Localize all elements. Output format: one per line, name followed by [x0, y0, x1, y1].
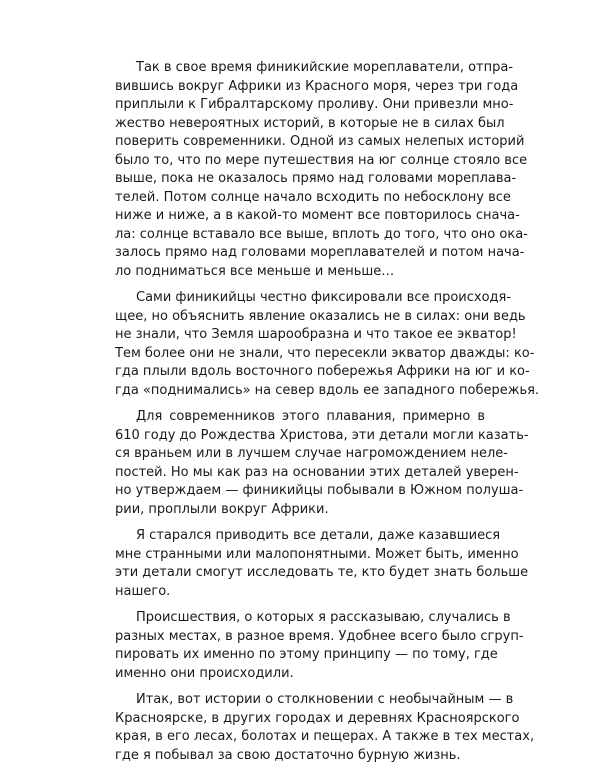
- text-line: постей. Но мы как раз на основании этих деталей уверен-: [115, 464, 519, 480]
- text-line: щее, но объяснить явление оказались не в силах: они ведь: [115, 308, 526, 324]
- text-line: приплыли к Гибралтарскому проливу. Они привезли мно-: [115, 97, 514, 112]
- text-line: мне странными или малопонятными. Может быть, именно: [115, 546, 519, 562]
- text-line: Тем более они не знали, что пересекли экватор дважды: ко-: [115, 345, 535, 361]
- text-line: ла: солнце вставало все выше, вплоть до того, что оно ока-: [115, 226, 528, 242]
- text-line: Так в свое время финикийские мореплаватели, отпра-: [136, 60, 514, 75]
- paragraph: [115, 408, 529, 519]
- text-line: телей. Потом солнце начало всходить по небосклону все: [115, 189, 511, 205]
- text-line: выше, пока не оказалось прямо над головами мореплава-: [115, 171, 517, 186]
- text-line: эти детали смогут исследовать те, кто будет знать больше: [115, 565, 529, 580]
- text-line: гда «поднимались» на север вдоль ее западного побережья.: [115, 382, 540, 398]
- text-line: поверить современники. Одной из самых нелепых историй: [115, 134, 525, 149]
- text-line: края, в его лесах, болотах и пещерах. А также в тех местах,: [115, 729, 535, 744]
- text-line: ниже и ниже, а в какой-то момент все повторилось снача-: [115, 208, 520, 223]
- text-line: рии, проплыли вокруг Африки.: [115, 501, 329, 517]
- text-line: 610 году до Рождества Христова, эти детали могли казать-: [115, 427, 529, 443]
- text-line: было то, что по мере путешествия на юг солнце стояло все: [115, 152, 528, 168]
- text-line: залось прямо над головами мореплавателей и потом нача-: [115, 245, 525, 260]
- text-line: гда плыли вдоль восточного побережья Африки на юг и ко-: [115, 364, 530, 379]
- text-line: Сами финикийцы честно фиксировали все происходя-: [136, 290, 512, 305]
- text-line: где я побывал за свою достаточно бурную жизнь.: [115, 747, 461, 763]
- text-line: жество невероятных историй, в которые не в силах был: [115, 115, 505, 131]
- text-line: Происшествия, о которых я рассказываю, случались в: [136, 610, 511, 625]
- text-line: нашего.: [115, 583, 171, 599]
- text-line: ся враньем или в лучшем случае нагромождением неле-: [115, 446, 508, 461]
- text-line: Итак, вот истории о столкновении с необычайным — в: [136, 692, 514, 707]
- paragraph: [115, 691, 535, 765]
- text-line: Красноярске, в других городах и деревнях Красноярского: [115, 710, 520, 726]
- text-line: Для современников этого плавания, примерно в: [136, 409, 485, 424]
- paragraph: [115, 527, 529, 601]
- paragraph: [115, 289, 540, 400]
- body-text: [115, 59, 540, 773]
- paragraph: [115, 59, 528, 281]
- text-line: Я старался приводить все детали, даже казавшиеся: [136, 528, 501, 543]
- text-line: пировать их именно по этому принципу — по тому, где: [115, 647, 498, 662]
- text-line: именно они происходили.: [115, 665, 294, 681]
- text-line: вившись вокруг Африки из Красного моря, через три года: [115, 78, 519, 94]
- text-line: не знали, что Земля шарообразна и что такое ее экватор!: [115, 327, 517, 342]
- text-line: разных местах, в разное время. Удобнее всего было сгруп-: [115, 628, 524, 644]
- text-line: ло подниматься все меньше и меньше…: [115, 263, 395, 279]
- paragraph: [115, 609, 524, 683]
- text-line: но утверждаем — финикийцы побывали в Южном полуша-: [115, 483, 524, 498]
